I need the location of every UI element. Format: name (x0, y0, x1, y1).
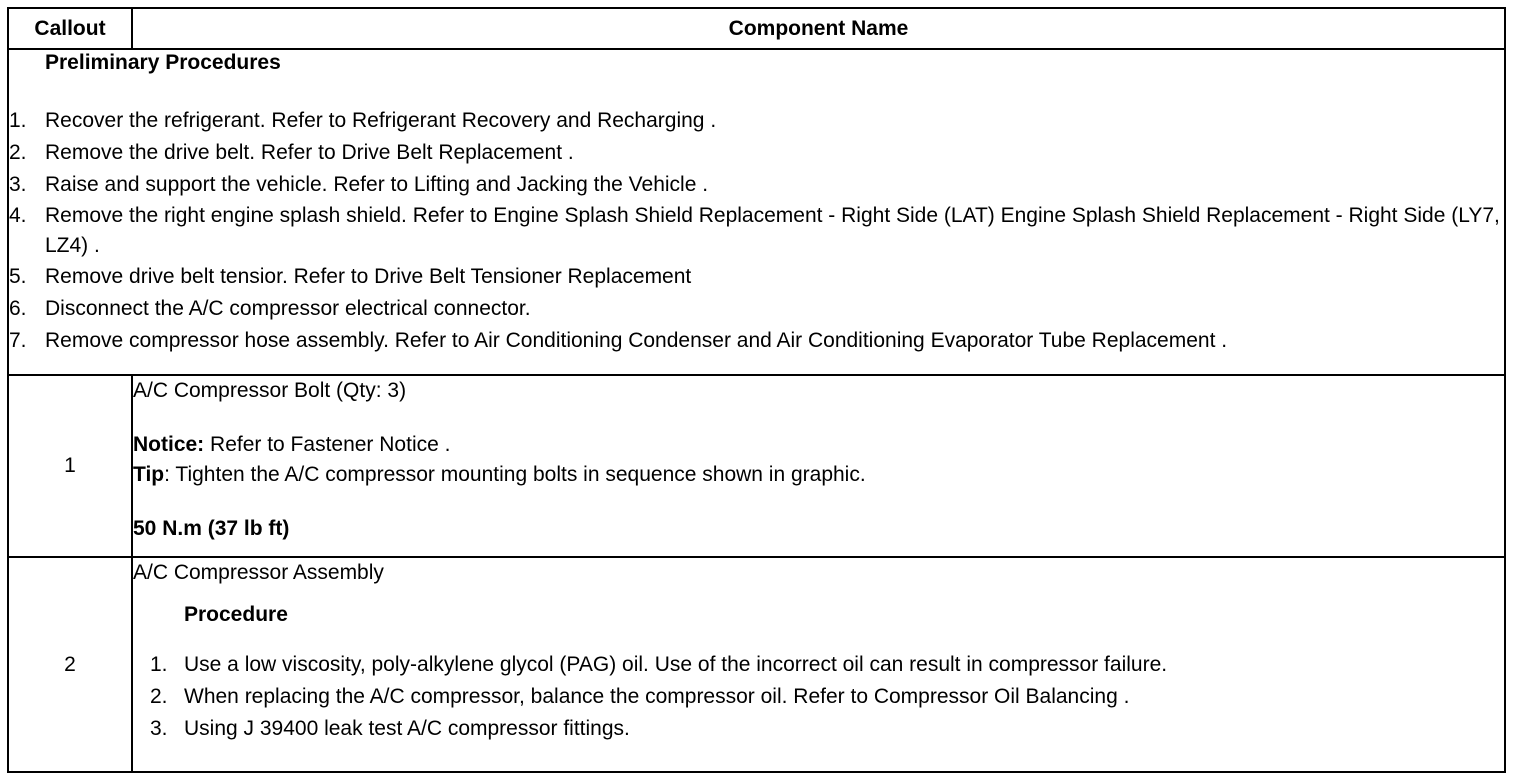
preliminary-cell (8, 49, 1505, 375)
preliminary-title: Preliminary Procedures (45, 51, 281, 74)
procedure-table (7, 7, 1506, 773)
list-item: 6. Disconnect the A/C compressor electrical connector. (9, 297, 531, 320)
list-item: 2. When replacing the A/C compressor, balance the compressor oil. Refer to Compressor Oil Balancing . (150, 685, 1130, 708)
callout-number: 2 (8, 557, 132, 772)
list-item: 3. Using J 39400 leak test A/C compressor fittings. (150, 717, 630, 740)
component-cell (132, 557, 1505, 772)
table-row (8, 375, 1505, 557)
procedure-steps (150, 649, 1504, 745)
preliminary-row (8, 49, 1505, 375)
callout-header: Callout (8, 8, 132, 49)
list-item: 3. Raise and support the vehicle. Refer to Lifting and Jacking the Vehicle . (9, 173, 709, 196)
header-row (8, 8, 1505, 49)
tip-label: Tip (133, 463, 165, 486)
tip-line (133, 460, 1504, 490)
notice-label: Notice: (133, 433, 205, 456)
tip-text: : Tighten the A/C compressor mounting bolts in sequence shown in graphic. (164, 463, 866, 486)
notice-text: Refer to Fastener Notice . (204, 433, 451, 456)
list-item: 1. Use a low viscosity, poly-alkylene glycol (PAG) oil. Use of the incorrect oil can result in compressor failure. (150, 653, 1168, 676)
callout-number: 1 (8, 375, 132, 557)
list-item: 1. Recover the refrigerant. Refer to Refrigerant Recovery and Recharging . (9, 109, 717, 132)
preliminary-steps (9, 105, 1504, 357)
component-name: A/C Compressor Assembly (133, 561, 384, 584)
component-name-header: Component Name (132, 8, 1505, 49)
torque-spec: 50 N.m (37 lb ft) (133, 517, 290, 540)
notice-line (133, 430, 1504, 460)
list-item: 7. Remove compressor hose assembly. Refer to Air Conditioning Condenser and Air Conditioning Evaporator Tube Replacement . (9, 329, 1228, 352)
component-name: A/C Compressor Bolt (Qty: 3) (133, 379, 407, 402)
list-item: 2. Remove the drive belt. Refer to Drive Belt Replacement . (9, 141, 574, 164)
list-item: 5. Remove drive belt tensior. Refer to Drive Belt Tensioner Replacement (9, 265, 692, 288)
component-cell (132, 375, 1505, 557)
procedure-title: Procedure (184, 603, 288, 626)
table-row (8, 557, 1505, 772)
list-item: 4. Remove the right engine splash shield. Refer to Engine Splash Shield Replacement - Right Side (LAT) Engine Splash Shield Replacement - Right Side (LY7, LZ4) . (9, 204, 1500, 257)
